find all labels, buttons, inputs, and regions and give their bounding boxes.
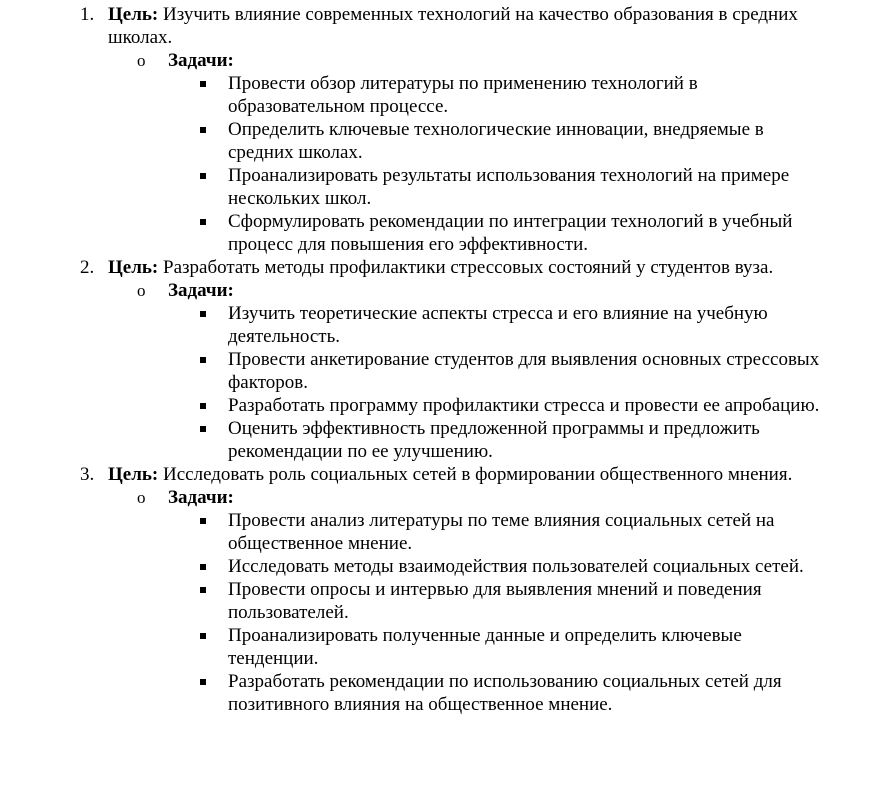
square-bullet-icon (200, 81, 206, 87)
square-bullet-icon (200, 633, 206, 639)
goal-number: 1. (80, 4, 95, 25)
square-bullet-icon (200, 311, 206, 317)
square-bullet-icon (200, 127, 206, 133)
task-item (0, 164, 828, 210)
task-text: Определить ключевые технологические инновации, внедряемые в средних школах. (228, 119, 764, 163)
task-text: Разработать рекомендации по использованию социальных сетей для позитивного влияния на общественное мнение. (228, 671, 782, 715)
tasks-heading (0, 279, 872, 302)
goal-number: 2. (80, 257, 95, 278)
tasks-label: Задачи: (168, 50, 234, 71)
goal-item (0, 463, 808, 486)
task-item (0, 348, 828, 394)
square-bullet-icon (200, 564, 206, 570)
task-item (0, 72, 828, 118)
task-item (0, 578, 828, 624)
task-text: Оценить эффективность предложенной программы и предложить рекомендации по ее улучшению. (228, 418, 760, 462)
goal-item (0, 3, 808, 49)
task-item (0, 417, 828, 463)
task-item (0, 394, 828, 417)
task-text: Провести опросы и интервью для выявления мнений и поведения пользователей. (228, 579, 762, 623)
goal-text: Исследовать роль социальных сетей в формировании общественного мнения. (158, 464, 793, 485)
task-text: Провести анкетирование студентов для выявления основных стрессовых факторов. (228, 349, 820, 393)
square-bullet-icon (200, 587, 206, 593)
circle-bullet-icon: o (137, 488, 146, 507)
circle-bullet-icon: o (137, 281, 146, 300)
tasks-label: Задачи: (168, 280, 234, 301)
tasks-heading (0, 49, 872, 72)
square-bullet-icon (200, 173, 206, 179)
square-bullet-icon (200, 219, 206, 225)
square-bullet-icon (200, 518, 206, 524)
square-bullet-icon (200, 403, 206, 409)
goal-label: Цель: (108, 4, 159, 25)
square-bullet-icon (200, 679, 206, 685)
goal-label: Цель: (108, 464, 159, 485)
document-body (0, 3, 872, 716)
goal-text: Изучить влияние современных технологий на качество образования в средних школах. (108, 4, 798, 48)
task-item (0, 624, 828, 670)
task-text: Сформулировать рекомендации по интеграции технологий в учебный процесс для повышения его эффективности. (228, 211, 793, 255)
task-item (0, 118, 828, 164)
square-bullet-icon (200, 426, 206, 432)
task-item (0, 210, 828, 256)
task-item (0, 302, 828, 348)
goal-text: Разработать методы профилактики стрессовых состояний у студентов вуза. (158, 257, 774, 278)
tasks-heading (0, 486, 872, 509)
goal-item (0, 256, 808, 279)
goal-number: 3. (80, 464, 95, 485)
square-bullet-icon (200, 357, 206, 363)
task-text: Провести обзор литературы по применению технологий в образовательном процессе. (228, 73, 698, 117)
task-text: Исследовать методы взаимодействия пользователей социальных сетей. (228, 556, 804, 577)
task-text: Разработать программу профилактики стресса и провести ее апробацию. (228, 395, 820, 416)
task-text: Проанализировать полученные данные и определить ключевые тенденции. (228, 625, 742, 669)
task-text: Проанализировать результаты использования технологий на примере нескольких школ. (228, 165, 790, 209)
task-item (0, 555, 828, 578)
goal-label: Цель: (108, 257, 159, 278)
circle-bullet-icon: o (137, 51, 146, 70)
task-text: Изучить теоретические аспекты стресса и его влияние на учебную деятельность. (228, 303, 768, 347)
task-item (0, 670, 828, 716)
task-text: Провести анализ литературы по теме влияния социальных сетей на общественное мнение. (228, 510, 775, 554)
tasks-label: Задачи: (168, 487, 234, 508)
task-item (0, 509, 828, 555)
